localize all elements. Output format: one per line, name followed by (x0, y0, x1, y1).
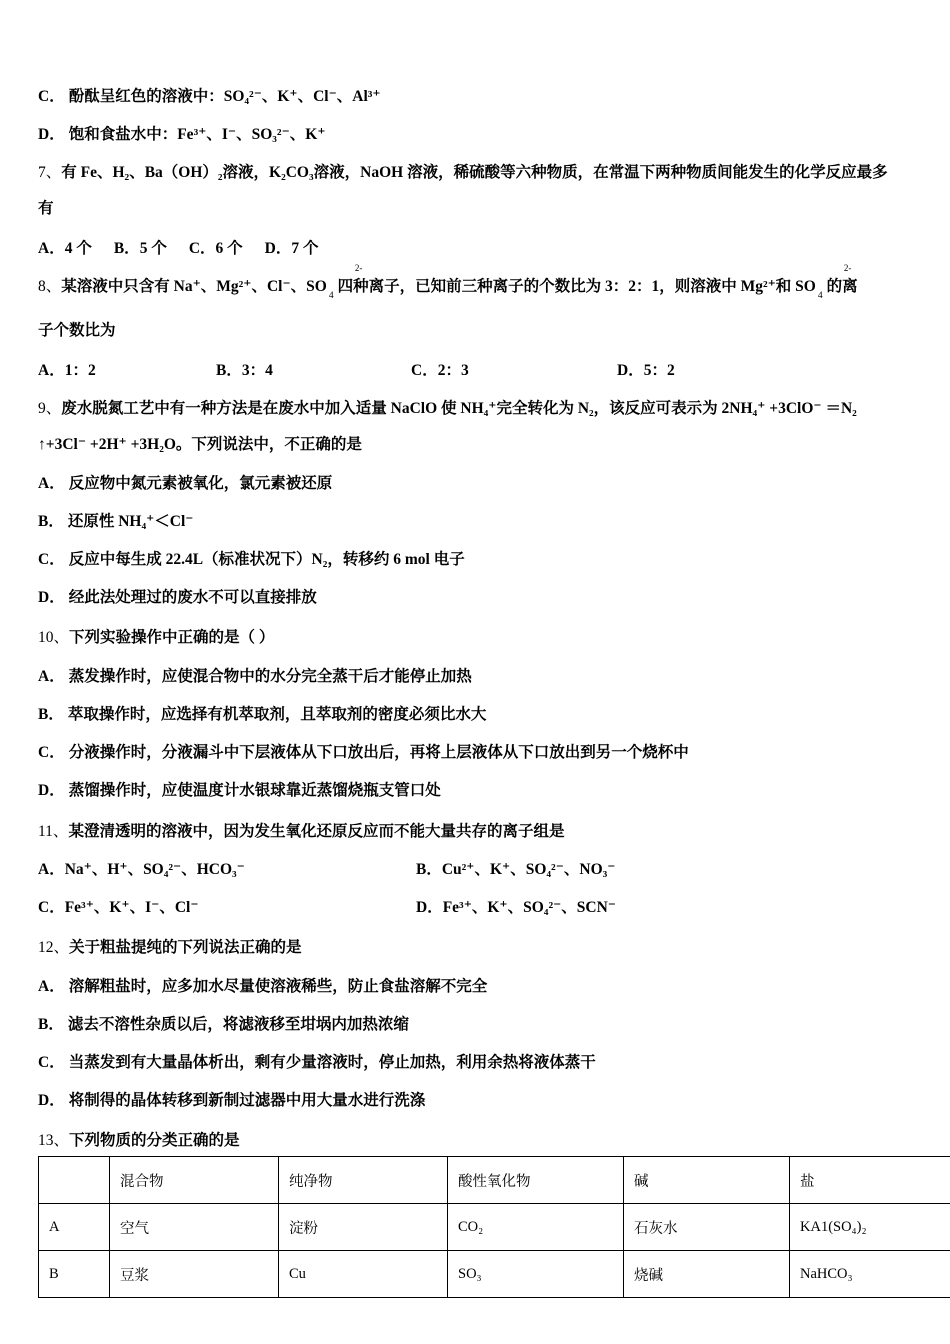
q8-stem-line1 (38, 263, 916, 302)
q6-option-c-label: C． (38, 88, 65, 105)
q7-option-c-text: 6 个 (215, 240, 243, 257)
q9-option-d-text: 经此法处理过的废水不可以直接排放 (68, 589, 317, 607)
q12-option-c-label: C． (38, 1054, 65, 1072)
q8-options (38, 358, 916, 380)
table-header-pure-substance: 纯净物 (279, 1157, 448, 1204)
q12-option-a-text: 溶解粗盐时，应多加水尽量使溶液稀些，防止食盐溶解不完全 (68, 978, 488, 996)
table-row-b-pure-substance: Cu (279, 1251, 448, 1298)
q9-option-b-label: B． (38, 513, 64, 531)
q12-stem (38, 935, 916, 957)
q7-stem-line1 (38, 160, 916, 182)
q6-option-d-text: 饱和食盐水中： (68, 126, 178, 143)
q7-options (38, 236, 916, 258)
q11-options-row-1 (38, 857, 916, 879)
q8-option-a (38, 358, 216, 380)
page-content (38, 84, 916, 1298)
q8-sulfate-superscript-2: 2- (843, 263, 852, 273)
q11-stem (38, 819, 916, 841)
q6-option-d-label: D． (38, 126, 65, 143)
q11-options-row-2 (38, 895, 916, 917)
q7-option-a (38, 240, 92, 257)
q10-option-c (38, 740, 916, 762)
table-row-a-pure-substance: 淀粉 (279, 1204, 448, 1251)
q6-option-c-ions: SO₄²⁻、K⁺、Cl⁻、Al³⁺ (223, 88, 381, 105)
q11-option-d-label: D． (416, 899, 443, 917)
q10-option-b (38, 702, 916, 724)
q8-option-b-text: 3：4 (241, 362, 273, 380)
q11-option-a (38, 857, 416, 879)
q8-stem-part3: 的离 (826, 278, 858, 295)
q12-option-b (38, 1012, 916, 1034)
q7-option-b (114, 240, 167, 257)
q10-option-d-text: 蒸馏操作时，应使温度计水银球靠近蒸馏烧瓶支管口处 (68, 782, 441, 800)
table-row (39, 1204, 950, 1251)
table-header-mixture: 混合物 (110, 1157, 279, 1204)
q9-stem-line2 (38, 432, 916, 454)
q10-option-a (38, 664, 916, 686)
q7-stem-line2 (38, 196, 916, 218)
q9-option-b-text: 还原性 NH₄⁺＜Cl⁻ (67, 513, 194, 531)
q8-option-b (216, 358, 411, 380)
q8-option-c-text: 2：3 (437, 362, 469, 380)
q8-number: 8、 (38, 278, 62, 295)
table-row-a-salt: KA1(SO₄)₂ (790, 1204, 950, 1251)
q10-option-b-label: B． (38, 706, 64, 724)
q10-option-c-text: 分液操作时，分液漏斗中下层液体从下口放出后，再将上层液体从下口放出到另一个烧杯中 (68, 744, 689, 762)
q10-stem (38, 625, 916, 647)
q11-option-b-label: B． (416, 861, 442, 879)
q7-number: 7、 (38, 164, 62, 181)
q8-stem-part2: 四种离子，已知前三种离子的个数比为 3：2：1，则溶液中 Mg²⁺和 SO (337, 278, 816, 295)
q8-option-a-text: 1：2 (64, 362, 96, 380)
q11-number: 11、 (38, 823, 69, 841)
table-header-row (39, 1157, 950, 1204)
q9-stem-text: 废水脱氮工艺中有一种方法是在废水中加入适量 NaClO 使 NH₄⁺完全转化为 N₂，该反应可表示为 2NH₄⁺ +3ClO⁻ ＝N₂ (61, 400, 857, 418)
q12-option-b-label: B． (38, 1016, 64, 1034)
q7-option-a-text: 4 个 (64, 240, 92, 257)
q11-option-b-text: Cu²⁺、K⁺、SO₄²⁻、NO₃⁻ (441, 861, 616, 879)
q9-option-a-label: A． (38, 475, 65, 493)
q11-option-a-label: A． (38, 861, 65, 879)
q9-option-a-text: 反应物中氮元素被氧化，氯元素被还原 (68, 475, 333, 493)
q12-option-d-text: 将制得的晶体转移到新制过滤器中用大量水进行洗涤 (68, 1092, 426, 1110)
q10-option-a-label: A． (38, 668, 65, 686)
q9-option-c-text: 反应中每生成 22.4L（标准状况下）N₂，转移约 6 mol 电子 (68, 551, 465, 569)
q7-option-d-text: 7 个 (291, 240, 319, 257)
q6-option-d-ions: Fe³⁺、I⁻、SO₃²⁻、K⁺ (177, 126, 326, 143)
q12-option-d-label: D． (38, 1092, 65, 1110)
table-row-a-acidic-oxide: CO₂ (448, 1204, 624, 1251)
q10-option-c-label: C． (38, 744, 65, 762)
q11-option-d (416, 895, 616, 917)
q11-option-a-text: Na⁺、H⁺、SO₄²⁻、HCO₃⁻ (64, 861, 245, 879)
q7-stem-continued: 有 (38, 200, 54, 217)
table-row-b-mixture: 豆浆 (110, 1251, 279, 1298)
q9-number: 9、 (38, 400, 62, 418)
q13-stem (38, 1128, 916, 1150)
q8-option-c-label: C． (411, 362, 438, 380)
table-header-base: 碱 (624, 1157, 790, 1204)
q8-sulfate-subscript-2: 4 (817, 291, 823, 302)
q9-option-c (38, 547, 916, 569)
q8-option-d (617, 358, 675, 380)
q12-option-a (38, 974, 916, 996)
q8-option-d-text: 5：2 (643, 362, 675, 380)
q12-option-c-text: 当蒸发到有大量晶体析出，剩有少量溶液时，停止加热，利用余热将液体蒸干 (68, 1054, 596, 1072)
q10-option-d (38, 778, 916, 800)
classification-table (38, 1156, 950, 1298)
q8-option-c (411, 358, 617, 380)
table-row-a-base: 石灰水 (624, 1204, 790, 1251)
q8-sulfate-superscript-1: 2- (354, 263, 363, 273)
table-header-salt: 盐 (790, 1157, 950, 1204)
q12-number: 12、 (38, 939, 70, 957)
q12-stem-text: 关于粗盐提纯的下列说法正确的是 (69, 939, 302, 957)
q7-option-b-text: 5 个 (139, 240, 167, 257)
q10-number: 10、 (38, 629, 70, 647)
table-header-index (39, 1157, 110, 1204)
q9-option-b (38, 509, 916, 531)
q8-option-a-label: A． (38, 362, 65, 380)
q11-option-d-text: Fe³⁺、K⁺、SO₄²⁻、SCN⁻ (442, 899, 616, 917)
q12-option-d (38, 1088, 916, 1110)
table-row-b-base: 烧碱 (624, 1251, 790, 1298)
q12-option-c (38, 1050, 916, 1072)
q9-stem-line1 (38, 396, 916, 418)
q9-option-c-label: C． (38, 551, 65, 569)
q8-stem-part1: 某溶液中只含有 Na⁺、Mg²⁺、Cl⁻、SO (61, 278, 327, 295)
table-row-b-salt: NaHCO₃ (790, 1251, 950, 1298)
table-row-a-index: A (39, 1204, 110, 1251)
table-row-b-index: B (39, 1251, 110, 1298)
q11-option-c-label: C． (38, 899, 65, 917)
q10-option-d-label: D． (38, 782, 65, 800)
table-row-b-acidic-oxide: SO₃ (448, 1251, 624, 1298)
q12-option-b-text: 滤去不溶性杂质以后，将滤液移至坩埚内加热浓缩 (67, 1016, 409, 1034)
q7-option-c (189, 240, 243, 257)
q11-option-c (38, 895, 416, 917)
q9-option-d (38, 585, 916, 607)
q13-number: 13、 (38, 1132, 70, 1150)
q11-option-c-text: Fe³⁺、K⁺、I⁻、Cl⁻ (64, 899, 199, 917)
q7-stem-text: 有 Fe、H₂、Ba（OH）₂溶液，K₂CO₃溶液，NaOH 溶液，稀硫酸等六种物质，在常温下两种物质间能发生的化学反应最多 (61, 164, 888, 181)
q10-option-a-text: 蒸发操作时，应使混合物中的水分完全蒸干后才能停止加热 (68, 668, 472, 686)
q7-option-b-label: B． (113, 240, 140, 257)
q8-stem-continued: 子个数比为 (38, 322, 116, 340)
q8-sulfate-ion-1 (327, 263, 363, 302)
q9-stem-continued: ↑+3Cl⁻ +2H⁺ +3H₂O。下列说法中，不正确的是 (38, 436, 362, 454)
q9-option-d-label: D． (38, 589, 65, 607)
q13-stem-text: 下列物质的分类正确的是 (69, 1132, 240, 1150)
q8-sulfate-subscript-1: 4 (328, 291, 334, 302)
q7-option-d (265, 240, 319, 257)
q8-option-b-label: B． (216, 362, 242, 380)
q12-option-a-label: A． (38, 978, 65, 996)
q6-option-c (38, 84, 916, 106)
q8-option-d-label: D． (617, 362, 644, 380)
q11-stem-text: 某澄清透明的溶液中，因为发生氧化还原反应而不能大量共存的离子组是 (68, 823, 565, 841)
q10-stem-text: 下列实验操作中正确的是（ ） (69, 629, 275, 647)
table-row (39, 1251, 950, 1298)
table-row-a-mixture: 空气 (110, 1204, 279, 1251)
q7-option-c-label: C． (188, 240, 216, 257)
q6-option-d (38, 122, 916, 144)
q11-option-b (416, 857, 615, 879)
q8-stem-line2 (38, 318, 916, 340)
q9-option-a (38, 471, 916, 493)
table-header-acidic-oxide: 酸性氧化物 (448, 1157, 624, 1204)
q7-option-d-label: D． (264, 240, 292, 257)
q10-option-b-text: 萃取操作时，应选择有机萃取剂，且萃取剂的密度必须比水大 (67, 706, 487, 724)
q7-option-a-label: A． (38, 240, 65, 257)
q6-option-c-text: 酚酞呈红色的溶液中： (68, 88, 224, 105)
